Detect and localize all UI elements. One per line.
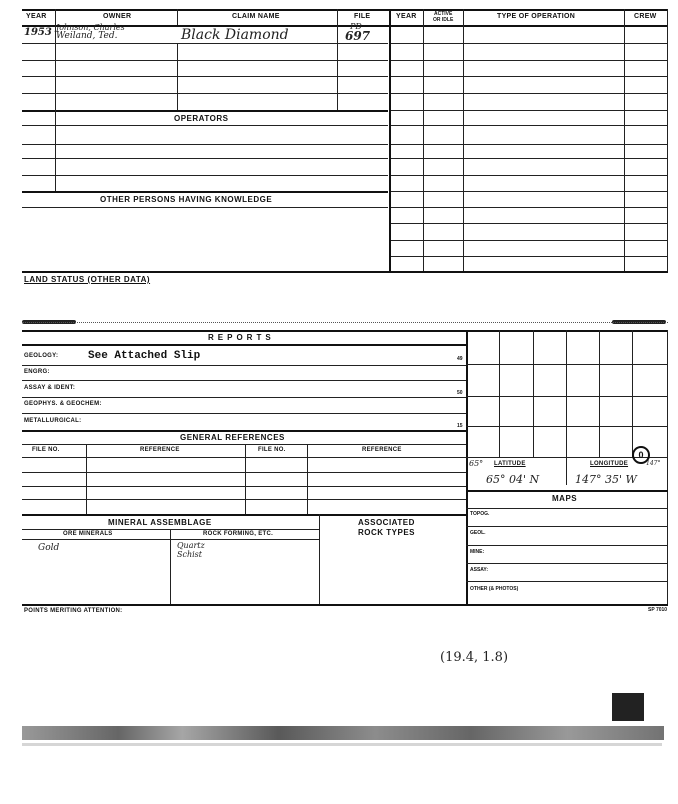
maps-geol: GEOL. (470, 530, 486, 536)
coordinates-note: (19.4, 1.8) (440, 650, 509, 665)
entry-file-line2: 697 (345, 29, 371, 43)
maps-mine: MINE: (470, 549, 485, 555)
header-owner: OWNER (103, 13, 132, 20)
header-crew: CREW (634, 13, 657, 20)
long-suffix: 147° (646, 460, 661, 467)
header-year: YEAR (26, 13, 47, 20)
entry-claim-name: Black Diamond (181, 27, 289, 43)
header-claim-name: CLAIM NAME (232, 13, 280, 20)
reports-title: REPORTS (208, 333, 275, 342)
maps-topog: TOPOG. (470, 511, 490, 517)
header-year-2: YEAR (396, 13, 417, 20)
general-references-label: GENERAL REFERENCES (180, 433, 285, 442)
lat-prefix: 65° (469, 459, 484, 468)
circle-mark-text: 0 (638, 450, 644, 460)
metallurgical-num: 15 (457, 423, 463, 429)
ore-minerals-label: ORE MINERALS (63, 531, 113, 537)
assay-label: ASSAY & IDENT: (24, 385, 76, 391)
longitude-value: 147° 35' W (575, 473, 637, 486)
rock-forming-label: ROCK FORMING, ETC. (203, 531, 274, 537)
entry-owner-line2: Weiland, Ted. (56, 31, 118, 41)
maps-label: MAPS (552, 494, 578, 503)
engrg-label: ENGRG: (24, 369, 50, 375)
ref-header-reference-2: REFERENCE (362, 447, 402, 453)
scan-streak (22, 726, 664, 740)
scan-streak-lower (22, 743, 662, 746)
ref-header-file-no-1: FILE NO. (32, 447, 60, 453)
form-number: SP 7010 (648, 607, 668, 613)
ore-value: Gold (38, 543, 60, 553)
geophys-label: GEOPHYS. & GEOCHEM: (24, 401, 102, 407)
maps-assay: ASSAY: (470, 567, 489, 573)
geology-num: 49 (457, 356, 463, 362)
latitude-value: 65° 04' N (486, 473, 540, 486)
header-type-of-operation: TYPE OF OPERATION (497, 13, 576, 20)
ref-header-file-no-2: FILE NO. (258, 447, 286, 453)
header-or-idle: OR IDLE (433, 17, 454, 23)
mineral-assemblage-title: MINERAL ASSEMBLAGE (108, 518, 212, 527)
metallurgical-label: METALLURGICAL: (24, 418, 82, 424)
points-meriting-label: POINTS MERITING ATTENTION: (24, 608, 123, 614)
associated-line1: ASSOCIATED (358, 518, 415, 527)
header-active: ACTIVE (434, 11, 453, 17)
geology-label: GEOLOGY: (24, 353, 59, 359)
black-square-mark (612, 693, 644, 721)
rock-value-line2: Schist (177, 550, 202, 559)
other-persons-label: OTHER PERSONS HAVING KNOWLEDGE (100, 195, 273, 204)
geology-value: See Attached Slip (88, 350, 201, 362)
entry-owner-line1: Johnson, Charles (56, 23, 125, 32)
assay-num: 50 (457, 390, 463, 396)
associated-line2: ROCK TYPES (358, 528, 416, 537)
operators-label: OPERATORS (174, 114, 229, 123)
ref-header-reference-1: REFERENCE (140, 447, 180, 453)
latitude-label: LATITUDE (494, 461, 526, 467)
land-status-label: LAND STATUS (OTHER DATA) (24, 275, 151, 284)
longitude-label: LONGITUDE (590, 461, 629, 467)
maps-other: OTHER (& PHOTOS) (470, 586, 519, 592)
entry-file-line1: PD (350, 22, 362, 31)
entry-year: 1953 (24, 27, 52, 38)
header-file: FILE (354, 13, 371, 20)
rock-value-line1: Quartz (177, 541, 205, 550)
